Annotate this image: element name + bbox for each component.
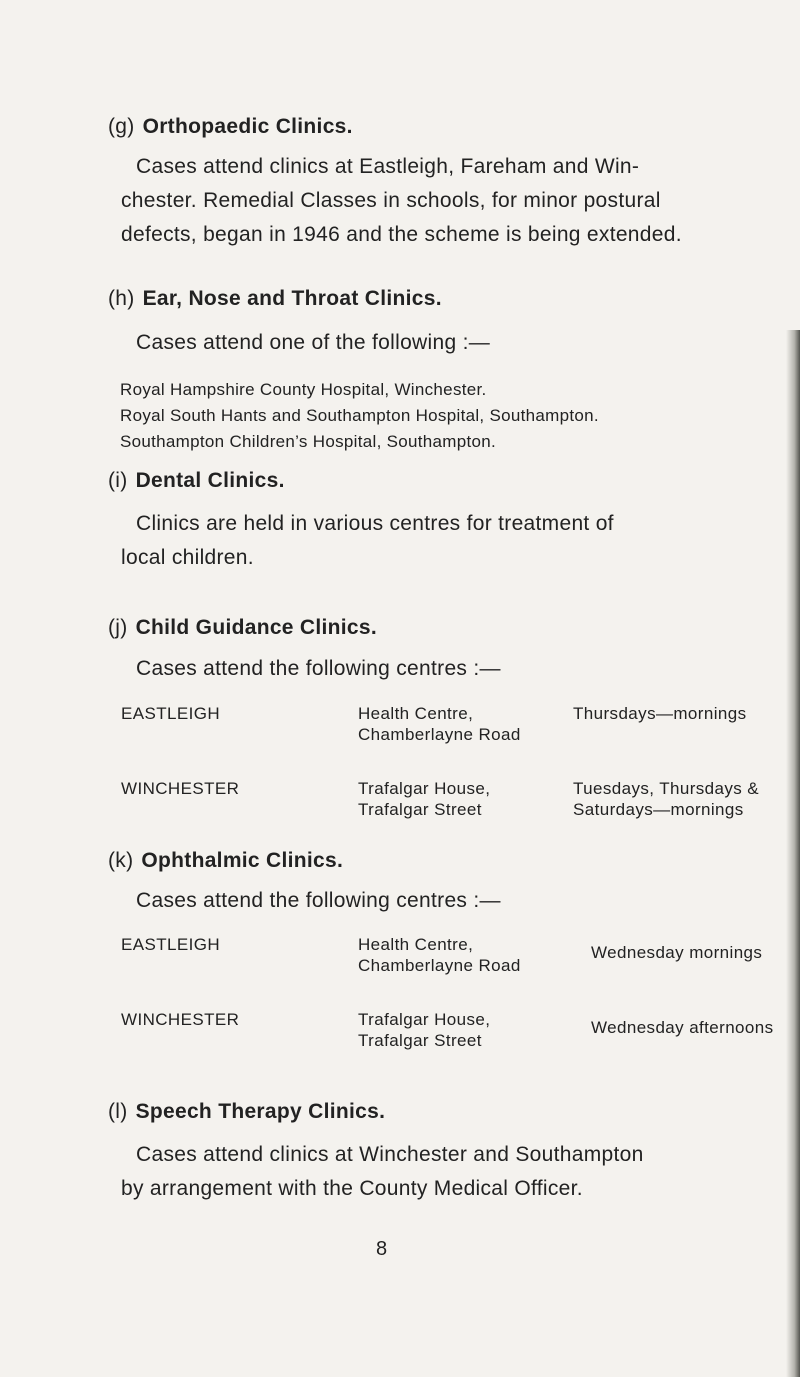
section-heading-l: [108, 1100, 385, 1124]
place-cell: [358, 934, 521, 976]
section-title: Speech Therapy Clinics.: [135, 1100, 386, 1123]
place-cell: [358, 1009, 490, 1051]
page-edge-shadow: [786, 330, 800, 1377]
times-cell: [591, 942, 762, 963]
section-title: Child Guidance Clinics.: [135, 616, 377, 639]
paragraph-line: Cases attend the following centres :—: [136, 889, 501, 912]
times-line: Thursdays—mornings: [573, 704, 747, 723]
times-cell: [573, 703, 746, 724]
section-h-intro: [136, 326, 490, 360]
page-number: 8: [376, 1238, 388, 1260]
town-cell: EASTLEIGH: [121, 935, 221, 954]
section-title: Dental Clinics.: [135, 469, 285, 492]
times-line: Tuesdays, Thursdays &: [573, 779, 760, 798]
section-title: Orthopaedic Clinics.: [142, 115, 353, 138]
place-cell: [358, 778, 490, 820]
section-mark: (l): [108, 1100, 128, 1123]
times-line: Wednesday mornings: [591, 943, 763, 962]
place-line: Chamberlayne Road: [358, 725, 521, 744]
section-heading-j: [108, 616, 377, 640]
place-line: Health Centre,: [358, 704, 474, 723]
times-cell: [573, 778, 759, 820]
section-heading-g: [108, 115, 353, 139]
town-cell: EASTLEIGH: [121, 704, 221, 723]
section-l-paragraph: [121, 1138, 644, 1206]
paragraph-line: by arrangement with the County Medical Officer.: [121, 1177, 583, 1200]
place-line: Trafalgar Street: [358, 800, 482, 819]
paragraph-line: Cases attend clinics at Winchester and Southampton: [136, 1143, 644, 1166]
paragraph-line: Cases attend one of the following :—: [136, 331, 491, 354]
section-mark: (g): [108, 115, 135, 138]
paragraph-line: Cases attend the following centres :—: [136, 657, 501, 680]
list-item: Southampton Children’s Hospital, Southampton.: [120, 432, 497, 451]
section-mark: (h): [108, 287, 135, 310]
paragraph-line: Clinics are held in various centres for treatment of: [136, 512, 614, 535]
list-item: Royal South Hants and Southampton Hospital, Southampton.: [120, 406, 599, 425]
section-j-intro: [136, 652, 501, 686]
town-cell: WINCHESTER: [121, 1010, 240, 1029]
section-heading-i: [108, 469, 285, 493]
section-title: Ear, Nose and Throat Clinics.: [142, 287, 442, 310]
paragraph-line: chester. Remedial Classes in schools, for minor postural: [121, 189, 661, 212]
place-line: Trafalgar House,: [358, 779, 491, 798]
section-i-paragraph: [121, 507, 614, 575]
times-line: Saturdays—mornings: [573, 800, 744, 819]
list-item: Royal Hampshire County Hospital, Winchester.: [120, 380, 487, 399]
section-heading-k: [108, 849, 343, 873]
place-line: Trafalgar Street: [358, 1031, 482, 1050]
section-heading-h: [108, 287, 442, 311]
town-cell: WINCHESTER: [121, 779, 240, 798]
section-k-intro: [136, 884, 501, 918]
place-cell: [358, 703, 521, 745]
place-line: Trafalgar House,: [358, 1010, 491, 1029]
section-mark: (k): [108, 849, 134, 872]
times-cell: [591, 1017, 774, 1038]
section-g-paragraph: [121, 150, 682, 252]
paragraph-line: defects, began in 1946 and the scheme is being extended.: [121, 223, 682, 246]
hospital-list: [120, 377, 599, 455]
paragraph-line: Cases attend clinics at Eastleigh, Fareham and Win-: [136, 155, 640, 178]
section-mark: (j): [108, 616, 128, 639]
times-line: Wednesday afternoons: [591, 1018, 774, 1037]
place-line: Health Centre,: [358, 935, 474, 954]
section-title: Ophthalmic Clinics.: [141, 849, 344, 872]
paragraph-line: local children.: [121, 546, 254, 569]
place-line: Chamberlayne Road: [358, 956, 521, 975]
section-mark: (i): [108, 469, 128, 492]
